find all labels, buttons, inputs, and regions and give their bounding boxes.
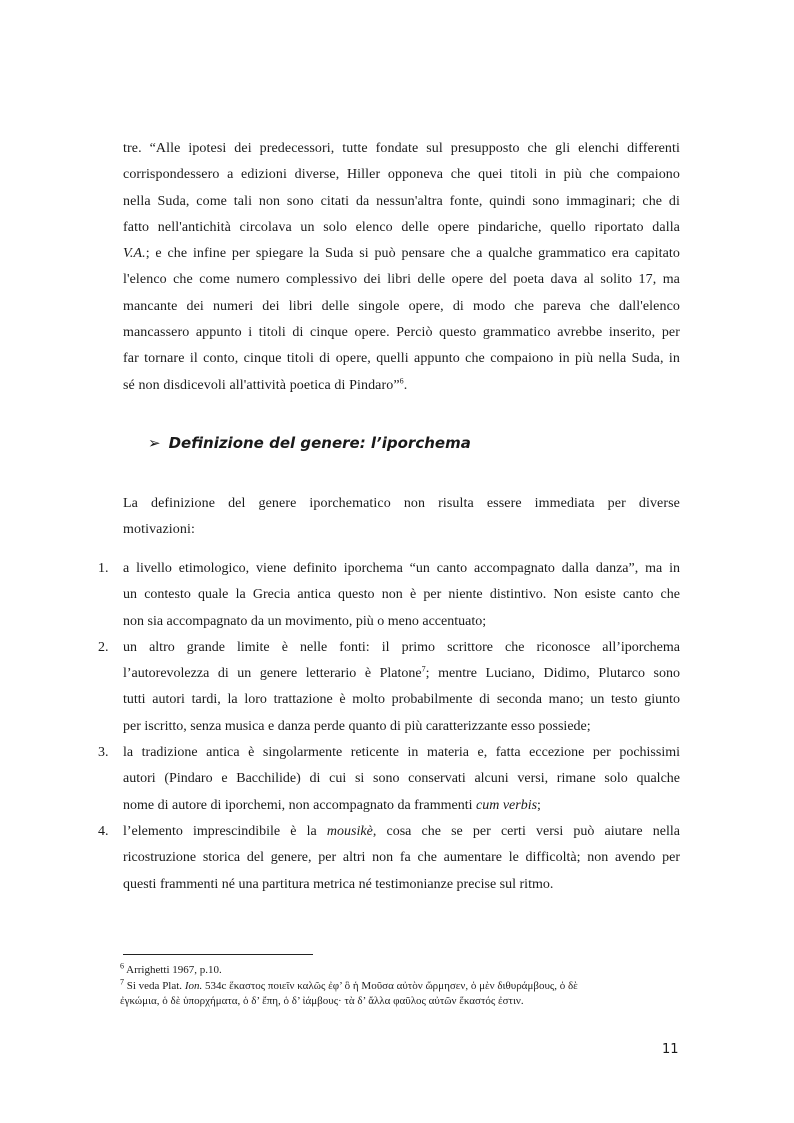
text-line-rest: , cosa che se per certi versi può aiutare nella [372, 823, 680, 839]
text-line: a livello etimologico, viene definito iporchema “un canto accompagnato dalla danza”, ma in [123, 561, 680, 576]
list-item-4 [0, 819, 794, 898]
text-line-with-italic [123, 793, 680, 819]
paragraph-definition-intro [123, 491, 680, 544]
text-line: l'elenco che come numero complessivo dei libri delle opere del poeta dava al solito 17, ma [123, 272, 680, 288]
text-line: mancante dei numeri dei libri delle singole opere, di modo che pareva che dall'elenco [123, 298, 680, 314]
footnote-number: 6 [120, 961, 124, 971]
text-line: tre. “Alle ipotesi dei predecessori, tutte fondate sul presupposto che gli elenchi differenti [123, 141, 680, 156]
text-line: questi frammenti né una partitura metrica né testimonianze precise sul ritmo. [123, 876, 554, 892]
semicolon: ; [537, 797, 541, 813]
footnotes [120, 963, 680, 1010]
text-line: per iscritto, senza musica e danza perde quanto di più caratterizzante esso possiede; [123, 718, 591, 734]
page-number: 11 [662, 1042, 679, 1057]
footnote-ref-7[interactable]: 7 [421, 664, 426, 674]
text-line-start: nome di autore di iporchemi, non accompagnato da frammenti [123, 797, 476, 813]
list-item-1 [0, 556, 794, 635]
text-line-with-italic [123, 819, 680, 845]
footnote-7 [120, 976, 680, 995]
italic-cum-verbis: cum verbis [476, 797, 538, 813]
va-abbreviation: V.A. [123, 246, 146, 262]
text-line: nella Suda, come tali non sono citati da nessun'altra fonte, quindi sono immaginari; che di [123, 193, 680, 209]
text-line-start: l’elemento imprescindibile è la [123, 823, 327, 839]
list-item-3 [0, 740, 794, 819]
text-line: la tradizione antica è singolarmente reticente in materia e, fatta eccezione per pochissimi [123, 745, 680, 761]
text-line-va [123, 241, 680, 267]
arrow-bullet-icon: ➢ [148, 434, 161, 452]
footnote-separator [123, 954, 313, 955]
text-line: La definizione del genere iporchematico non risulta essere immediata per diverse [123, 496, 680, 511]
text-line: motivazioni: [123, 522, 195, 538]
text-line: far tornare il conto, cinque titoli di opere, quelli appunto che compaiono in più nella Suda, in [123, 351, 680, 367]
list-number: 1. [98, 561, 109, 576]
footnote-6 [120, 963, 680, 979]
period: . [403, 377, 408, 393]
footnote-ref-6[interactable]: 6 [399, 376, 404, 386]
footnote-7-cont: ἐγκώμια, ὁ δὲ ὑπορχήματα, ὁ δ’ ἔπη, ὁ δ’ ἰάμβους· τὰ δ’ ἄλλα φαῦλος αὐτῶν ἕκαστός ἐστιν. [120, 995, 524, 1007]
text-line: mancassero appunto i titoli di cinque opere. Perciò questo grammatico avrebbe inserito, per [123, 325, 680, 341]
footnote-italic-ion: Ion. [184, 979, 203, 992]
section-heading [148, 434, 471, 452]
paragraph-hiller-quote [123, 136, 680, 399]
text-line: un contesto quale la Grecia antica questo non è per niente distintivo. Non esiste canto che [123, 587, 680, 603]
text-line-body: sé non disdicevoli all'attività poetica di Pindaro” [123, 377, 400, 393]
text-line-last [123, 373, 680, 399]
text-line-rest: ; e che infine per spiegare la Suda si può pensare che a qualche grammatico era capitato [145, 246, 680, 262]
footnote-greek-line-1: 534c ἕκαστος ποιεῖν καλῶς ἐφ’ ὃ ἡ Μοῦσα αὐτὸν ὥρμησεν, ὁ μὲν διθυράμβους, ὁ δὲ [202, 979, 578, 992]
text-line: corrispondessero a edizioni diverse, Hiller opponeva che quei titoli in più che compaiono [123, 167, 680, 183]
numbered-list [0, 556, 794, 898]
text-line-with-ref [123, 661, 680, 687]
footnote-text-pre: Si veda Plat. [124, 979, 185, 992]
list-number: 4. [98, 823, 109, 839]
text-line: non sia accompagnato da un movimento, più o meno accentuato; [123, 613, 487, 629]
text-line: fatto nell'antichità circolava un solo elenco delle opere pindariche, quello riportato dalla [123, 219, 680, 235]
text-line: autori (Pindaro e Bacchilide) di cui si sono conservati alcuni versi, rimane solo qualche [123, 771, 680, 787]
footnote-text: Arrighetti 1967, p.10. [124, 964, 222, 976]
italic-mousike: mousikè [326, 823, 373, 839]
list-number: 3. [98, 745, 109, 761]
text-line-rest: ; mentre Luciano, Didimo, Plutarco sono [425, 666, 681, 682]
list-item-2 [0, 635, 794, 740]
text-line: un altro grande limite è nelle fonti: il primo scrittore che riconosce all’iporchema [123, 639, 680, 655]
text-line-start: l’autorevolezza di un genere letterario è Platone [123, 666, 422, 682]
list-number: 2. [98, 639, 109, 655]
section-heading-text: Definizione del genere: l’iporchema [168, 434, 471, 452]
text-line: ricostruzione storica del genere, per altri non fa che aumentare le difficoltà; non avendo per [123, 850, 680, 866]
footnote-number: 7 [120, 976, 124, 986]
text-line: tutti autori tardi, la loro trattazione è molto probabilmente di seconda mano; un testo giunto [123, 692, 680, 708]
